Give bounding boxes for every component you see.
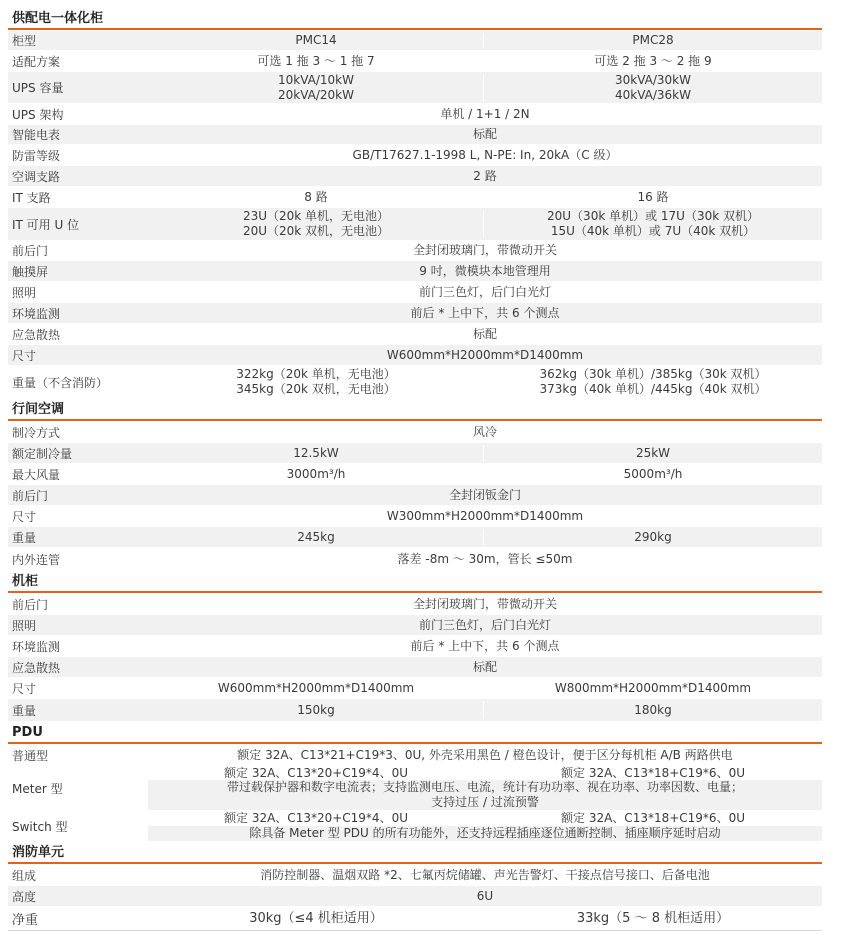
cell-text: 16 路 [637,189,669,204]
cell-text: 5000m³/h [623,466,683,481]
row-label: 前后门 [12,597,49,612]
cell-full [148,303,822,323]
row-label: 额定制冷量 [12,446,73,461]
table-row [8,324,822,344]
row-label: 重量 [12,530,37,545]
cell-b [484,464,822,484]
cell-text: GB/T17627.1-1998 L, N-PE: In, 20kA（C 级） [352,147,618,162]
cell-text: 2 路 [473,168,497,183]
cell-text: 额定 32A、C13*20+C19*4、0U [224,811,408,825]
cell-b [484,678,822,698]
section-header-ac: 行间空调 [8,399,822,421]
row-label: 照明 [12,618,37,633]
cell-text: 可选 1 拖 3 ～ 1 拖 7 [257,53,375,68]
cell-text: PMC14 [295,33,337,47]
row-label: 空调支路 [12,169,61,184]
row-label: 尺寸 [12,681,37,696]
cell-text: 322kg（20k 单机，无电池） [236,367,396,381]
row-label: 净重 [12,912,39,928]
cell-b [484,208,822,240]
cell-text: 12.5kW [293,445,339,460]
row-label: 应急散热 [12,660,61,675]
cell-full [148,145,822,165]
cell-text: 前门三色灯，后门白光灯 [418,617,551,632]
cell-full [148,422,822,442]
table-row [8,166,822,186]
table-row [8,766,822,810]
cell-full [148,282,822,302]
row-label: 应急散热 [12,327,61,342]
section-header-pdu: PDU [8,722,822,744]
cell-text: 全封闭玻璃门，带微动开关 [412,243,557,257]
row-label: 前后门 [12,488,49,503]
cell-text: 额定 32A、C13*20+C19*4、0U [224,765,408,780]
cell-b [484,443,822,463]
row-label: 内外连管 [12,552,61,567]
table-row [8,31,822,50]
row-label: 防雷等级 [12,148,61,163]
cell-full [148,104,822,124]
table-row [8,506,822,526]
cell-full [148,594,822,614]
cell-a [148,187,484,207]
cell-text: 落差 -8m ～ 30m，管长 ≤50m [397,551,573,566]
cell-text: 30kVA/30kW [615,72,691,87]
cell-full [148,745,822,765]
cell-text: 前后 * 上中下，共 6 个测点 [410,305,560,320]
row-label: UPS 容量 [12,81,64,95]
cell-full [148,886,822,906]
row-label: 适配方案 [12,54,61,69]
cell-text: W600mm*H2000mm*D1400mm [386,347,584,362]
row-label: UPS 架构 [12,107,64,122]
cell-a [148,766,484,780]
row-label: IT 支路 [12,190,51,205]
cell-b [484,527,822,547]
cell-b [484,699,822,721]
cell-text: 180kg [634,702,672,717]
cell-b [484,907,822,929]
row-label: 环境监测 [12,306,61,321]
table-row [8,282,822,302]
cell-text: 20U（20k 双机，无电池） [242,224,390,238]
table-row [8,678,822,698]
table-row [8,145,822,165]
cell-text: 23U（20k 单机，无电池） [242,209,390,223]
cell-a [148,464,484,484]
cell-text: 33kg（5 ～ 8 机柜适用） [576,910,730,926]
table-row [8,72,822,103]
cell-full [148,865,822,885]
cell-b [484,31,822,50]
cell-full [148,826,822,841]
section-header-fire: 消防单元 [8,842,822,864]
row-label: 触摸屏 [12,264,49,279]
cell-full [148,261,822,281]
cell-a [148,31,484,50]
row-label: 重量 [12,703,37,718]
cell-text: 标配 [472,659,497,674]
cell-full [148,506,822,526]
cell-full [148,345,822,365]
cell-b [484,366,822,398]
row-label: IT 可用 U 位 [12,217,80,232]
cell-full [148,125,822,144]
row-label: 环境监测 [12,639,61,654]
cell-text: 消防控制器、温烟双路 *2、七氟丙烷储罐、声光告警灯、干接点信号接口、后备电池 [260,867,710,882]
cell-text: 除具备 Meter 型 PDU 的所有功能外，还支持远程插座逐位通断控制、插座顺序延时启动 [249,826,721,840]
cell-text: 额定 32A、C13*21+C19*3、0U, 外壳采用黑色 / 橙色设计，便于区分每机柜 A/B 两路供电 [237,747,733,762]
row-label: 制冷方式 [12,425,61,440]
cell-full [148,636,822,656]
cell-full [148,780,822,810]
table-bottom-border [8,930,822,931]
cell-a [148,811,484,826]
table-row [8,615,822,635]
section-header-power: 供配电一体化柜 [8,8,822,30]
cell-text: 前门三色灯，后门白光灯 [418,284,551,299]
cell-text: 30kg（≤4 机柜适用） [249,910,383,926]
table-row [8,464,822,484]
cell-text: W300mm*H2000mm*D1400mm [386,508,584,523]
cell-text: 额定 32A、C13*18+C19*6、0U [561,811,745,825]
row-label: Meter 型 [12,781,63,796]
row-label: 智能电表 [12,128,61,142]
cell-text: W600mm*H2000mm*D1400mm [217,680,415,695]
cell-a [148,699,484,721]
cell-text: 额定 32A、C13*18+C19*6、0U [561,765,745,780]
cell-a [148,208,484,240]
table-row [8,443,822,463]
cell-text: 风冷 [472,424,497,439]
table-row [8,657,822,677]
cell-text: PMC28 [632,33,674,47]
table-row [8,241,822,260]
row-label: 高度 [12,889,37,904]
cell-full [148,324,822,344]
table-row [8,548,822,570]
cell-text: 9 吋，微模块本地管理用 [419,263,551,278]
cell-text: 40kVA/36kW [615,87,691,102]
cell-text: 全封闭玻璃门，带微动开关 [412,596,557,611]
cell-text: 245kg [297,529,335,544]
row-label: Switch 型 [12,819,68,834]
cell-text: 150kg [297,702,335,717]
table-row [8,594,822,614]
row-label: 普通型 [12,748,49,763]
row-label: 尺寸 [12,348,37,363]
cell-text: 单机 / 1+1 / 2N [440,106,530,121]
cell-text: 345kg（20k 双机，无电池） [236,382,396,396]
cell-a [148,72,484,103]
table-row [8,208,822,240]
cell-a [148,443,484,463]
cell-full [148,657,822,677]
cell-a [148,678,484,698]
table-row [8,104,822,124]
table-row [8,527,822,547]
cell-full [148,548,822,570]
table-row [8,125,822,144]
cell-text: 25kW [635,445,671,460]
cell-text: W800mm*H2000mm*D1400mm [554,680,752,695]
cell-text: 362kg（30k 单机）/385kg（30k 双机） [539,367,767,381]
cell-text: 可选 2 拖 3 ～ 2 拖 9 [594,53,712,68]
table-row [8,303,822,323]
cell-text: 带过载保护器和数字电流表；支持监测电压、电流，统计有功功率、视在功率、功率因数、电量； [226,780,743,794]
cell-text: 3000m³/h [286,466,346,481]
row-label: 照明 [12,285,37,300]
cell-text: 20kVA/20kW [278,87,354,102]
cell-a [148,51,484,71]
table-row [8,187,822,207]
cell-text: 支持过压 / 过流预警 [431,795,539,809]
table-row [8,886,822,906]
cell-text: 373kg（40k 单机）/445kg（40k 双机） [539,382,767,396]
table-row [8,366,822,398]
cell-b [484,51,822,71]
cell-text: 全封闭钣金门 [448,487,521,502]
table-row [8,699,822,721]
row-label: 尺寸 [12,509,37,524]
cell-a [148,527,484,547]
row-label: 最大风量 [12,467,61,482]
cell-full [148,485,822,505]
cell-a [148,907,484,929]
cell-text: 290kg [634,529,672,544]
cell-text: 标配 [472,326,497,341]
table-row [8,811,822,841]
cell-text: 8 路 [304,189,328,204]
cell-b [484,811,822,826]
cell-b [484,766,822,780]
table-row [8,745,822,765]
row-label: 组成 [12,868,37,883]
cell-b [484,187,822,207]
table-row [8,485,822,505]
cell-text: 6U [476,888,494,903]
cell-full [148,615,822,635]
table-row [8,51,822,71]
cell-text: 标配 [472,127,497,141]
table-row [8,865,822,885]
table-row [8,422,822,442]
cell-text: 15U（40k 单机）或 7U（40k 双机） [550,224,756,238]
cell-full [148,241,822,260]
cell-b [484,72,822,103]
table-row [8,261,822,281]
cell-a [148,366,484,398]
table-row [8,345,822,365]
row-label: 重量（不含消防） [12,375,109,390]
row-label: 柜型 [12,34,37,48]
cell-text: 20U（30k 单机）或 17U（30k 双机） [547,209,759,223]
row-label: 前后门 [12,244,49,258]
table-row [8,907,822,929]
cell-full [148,166,822,186]
cell-text: 前后 * 上中下，共 6 个测点 [410,638,560,653]
table-row [8,636,822,656]
cell-text: 10kVA/10kW [278,72,354,87]
section-header-cabinet: 机柜 [8,571,822,593]
